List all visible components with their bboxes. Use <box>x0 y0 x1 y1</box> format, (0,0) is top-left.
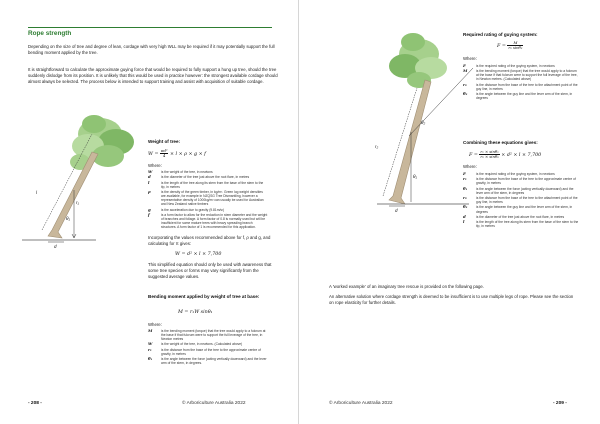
combined-definitions <box>463 172 579 229</box>
weight-formula <box>148 149 206 158</box>
combined-frac-den: r₂ × sinθ₂ <box>480 154 499 160</box>
definition-text: is the length of the tree along its stem from the base of the stem to the tip, in metres <box>476 220 579 229</box>
definition-row <box>148 181 268 189</box>
guying-formula <box>497 41 523 50</box>
definition-symbol: d <box>463 213 466 219</box>
copyright-left: © Arboriculture Australia 2022 <box>182 401 246 406</box>
definition-row <box>463 83 579 91</box>
tree-stem-right <box>389 80 431 204</box>
guying-definitions <box>463 64 579 102</box>
combined-formula-rest: × d² × l × 7,700 <box>501 153 542 159</box>
intro-paragraph-2: It is straightforward to calculate the approximate guying force that would be required to fully support a hung up tree, should the tree suddenly dislodge from its position. It is unlikely that this would be used in practice however: the strongest available cordage should almost always be selected. The process below is intended to support training and assist with acquisition of suitable cordage. <box>28 67 278 84</box>
moment-title: Bending moment applied by weight of tree at base: <box>148 294 260 299</box>
definition-row <box>148 190 268 206</box>
guying-frac-den: r₂ sinθ₂ <box>508 45 523 51</box>
guying-where-label: Where: <box>463 56 477 61</box>
definition-symbol: r₁ <box>463 176 467 182</box>
leaning-tree-diagram <box>8 112 148 252</box>
definition-symbol: r₂ <box>463 195 467 201</box>
definition-text: is the angle between the force (acting vertically downward) and the lever arm of the stem, in degrees <box>476 186 574 195</box>
definition-symbol: g <box>148 206 151 212</box>
definition-symbol: W <box>148 341 153 347</box>
definition-text: is the length of the tree along its stem from the base of the stem to the tip, in metres <box>161 180 264 189</box>
definition-row <box>148 213 268 229</box>
weight-definitions <box>148 170 268 230</box>
definition-text: is the bending moment (torque) that the tree would apply to a fulcrum at the base if that fulcrum were to support the full leverage of the tree, in Newton metres. (Calculated above) <box>476 69 578 82</box>
label-theta2: θ₂ <box>421 120 426 125</box>
guying-title: Required rating of guying system: <box>463 32 538 37</box>
definition-text: is the angle between the guy line and the lever arm of the stem, in degrees <box>476 92 573 101</box>
intro-paragraph-1: Depending on the size of tree and degree of lean, cordage with very high WLL may be required if it may potentially support the full bending moment applied by the tree. <box>28 44 275 55</box>
definition-text: is the diameter of the tree just above the root flare, in metres <box>476 214 565 219</box>
guying-formula-lhs: F = <box>497 44 506 50</box>
definition-symbol: l <box>463 219 465 225</box>
left-page <box>0 0 299 424</box>
definition-text: is the distance from the base of the tree to the approximate centre of gravity, in metres <box>476 177 576 186</box>
definition-text: is the angle between the guy line and the lever arm of the stem, in degrees <box>476 205 573 214</box>
label-r1: r₁ <box>76 200 79 205</box>
label-d-right: d <box>395 208 398 213</box>
definition-row <box>463 187 579 195</box>
definition-row <box>463 196 579 204</box>
page-number-left: - 208 - <box>28 401 42 406</box>
definition-symbol: f <box>148 211 150 217</box>
definition-row <box>148 208 268 212</box>
definition-text: is the distance from the base of the tree to the attachment point of the guy line, in metres <box>476 196 578 205</box>
section-rule <box>28 27 272 28</box>
weight-formula-lhs: W = <box>148 152 159 158</box>
label-theta1: θ₁ <box>66 216 70 221</box>
tree-foliage-right <box>389 33 447 88</box>
moment-formula: M = r₁W sinθ₁ <box>178 310 213 315</box>
moment-definitions <box>148 329 268 367</box>
definition-symbol: θ₂ <box>463 91 468 97</box>
definition-row <box>148 175 268 179</box>
definition-symbol: F <box>463 171 466 176</box>
copyright-right: © Arboriculture Australia 2022 <box>329 401 393 406</box>
combined-formula-lhs: F = <box>469 153 478 159</box>
definition-text: is the weight of the tree, in newtons. (Calculated above) <box>161 342 243 347</box>
tree-foliage <box>70 115 134 170</box>
combined-frac-num: r₁ × sinθ₁ <box>480 149 499 154</box>
combined-formula <box>469 150 541 159</box>
section-heading: Rope strength <box>28 30 72 37</box>
definition-symbol: r₂ <box>463 81 467 87</box>
weight-title: Weight of tree: <box>148 139 181 144</box>
definition-text: is the weight of the tree, in newtons <box>161 170 213 174</box>
weight-where-label: Where: <box>148 163 162 168</box>
definition-row <box>148 357 268 365</box>
definition-symbol: l <box>148 179 150 185</box>
definition-row <box>463 220 579 228</box>
incorporating-text: Incorporating the values recommended above for f, ρ and g, and calculating for π gives: <box>148 235 271 246</box>
label-d: d <box>54 244 57 249</box>
label-l: l <box>36 190 37 195</box>
definition-text: is the distance from the base of the tree to the approximate centre of gravity, in metres <box>161 347 261 356</box>
worked-example-text: A 'worked example' of an imaginary tree rescue is provided on the following page. <box>329 284 484 289</box>
simplified-formula: W = d² × l × 7,700 <box>175 252 222 257</box>
guying-formula-fraction <box>507 41 523 50</box>
guying-frac-num: M <box>507 41 523 46</box>
definition-text: is the required rating of the guying system, in newtons <box>476 172 555 176</box>
definition-row <box>148 342 268 346</box>
definition-row <box>463 205 579 213</box>
definition-row <box>148 348 268 356</box>
definition-row <box>463 172 579 176</box>
right-page <box>299 0 600 424</box>
definition-row <box>463 215 579 219</box>
definition-symbol: θ₁ <box>148 356 153 362</box>
definition-symbol: W <box>148 169 153 174</box>
combined-title: Combining these equations gives: <box>463 140 538 145</box>
definition-symbol: d <box>148 174 151 180</box>
definition-symbol: M <box>463 68 468 74</box>
definition-text: is the angle between the force (acting vertically downward) and the lever arm of the stem, in degrees. <box>161 357 267 366</box>
definition-row <box>463 64 579 68</box>
definition-text: is the density of the green timber, in kg/m³. Green log weight densities are available, for example in NZQSG Tree Dismantling, however a representative density of 1000kg/m³ can usually be used for Australian and New Zealand native timbers <box>161 189 264 207</box>
definition-text: is the required rating of the guying system, in newtons <box>476 64 555 68</box>
definition-text: is the acceleration due to gravity (9.81m/s²) <box>161 207 225 212</box>
weight-formula-rest: × l × ρ × g × f <box>170 152 206 158</box>
definition-symbol: θ₁ <box>463 185 468 191</box>
definition-symbol: θ₂ <box>463 204 468 210</box>
page-number-right: - 209 - <box>553 401 567 406</box>
combined-where-label: Where: <box>463 164 477 169</box>
weight-frac-num: πd² <box>161 148 168 153</box>
moment-where-label: Where: <box>148 322 162 327</box>
weight-frac-den: 4 <box>163 153 166 159</box>
definition-row <box>148 329 268 341</box>
definition-text: is the bending moment (torque) that the tree would apply to a fulcrum at the base if that fulcrum were to support the full leverage of the tree, in Newton metres <box>161 329 266 342</box>
definition-row <box>463 92 579 100</box>
definition-row <box>463 177 579 185</box>
definition-text: is a form factor to allow for the reduction in stem diameter and the weight of branches and foliage. A form factor of 0.8 is normally used but will be insufficient for some mature trees with heavy spreading branch structures. A form factor of 1 is recommended for this application. <box>161 212 268 230</box>
definition-symbol: r₁ <box>148 346 152 352</box>
definition-symbol: M <box>148 328 153 333</box>
definition-row <box>148 170 268 174</box>
definition-text: is the diameter of the tree just above the root flare, in metres <box>161 175 250 180</box>
alternative-solution-text: An alternative solution where cordage strength is deemed to be insufficient is to use multiple legs of rope. Please see the section on rope elasticity for further details. <box>329 294 574 305</box>
definition-symbol: F <box>463 63 466 68</box>
label-theta1-right: θ₁ <box>413 174 417 179</box>
definition-symbol: ρ <box>148 188 151 194</box>
simplified-note: This simplified equation should only be used with awareness that some tree species or forms may vary significantly from the suggested average values. <box>148 262 272 279</box>
combined-formula-fraction <box>479 150 499 159</box>
definition-text: is the distance from the base of the tree to the attachment point of the guy line, in metres <box>476 82 578 91</box>
label-r2: r₂ <box>375 144 379 149</box>
definition-row <box>463 69 579 81</box>
weight-formula-fraction <box>160 149 168 158</box>
